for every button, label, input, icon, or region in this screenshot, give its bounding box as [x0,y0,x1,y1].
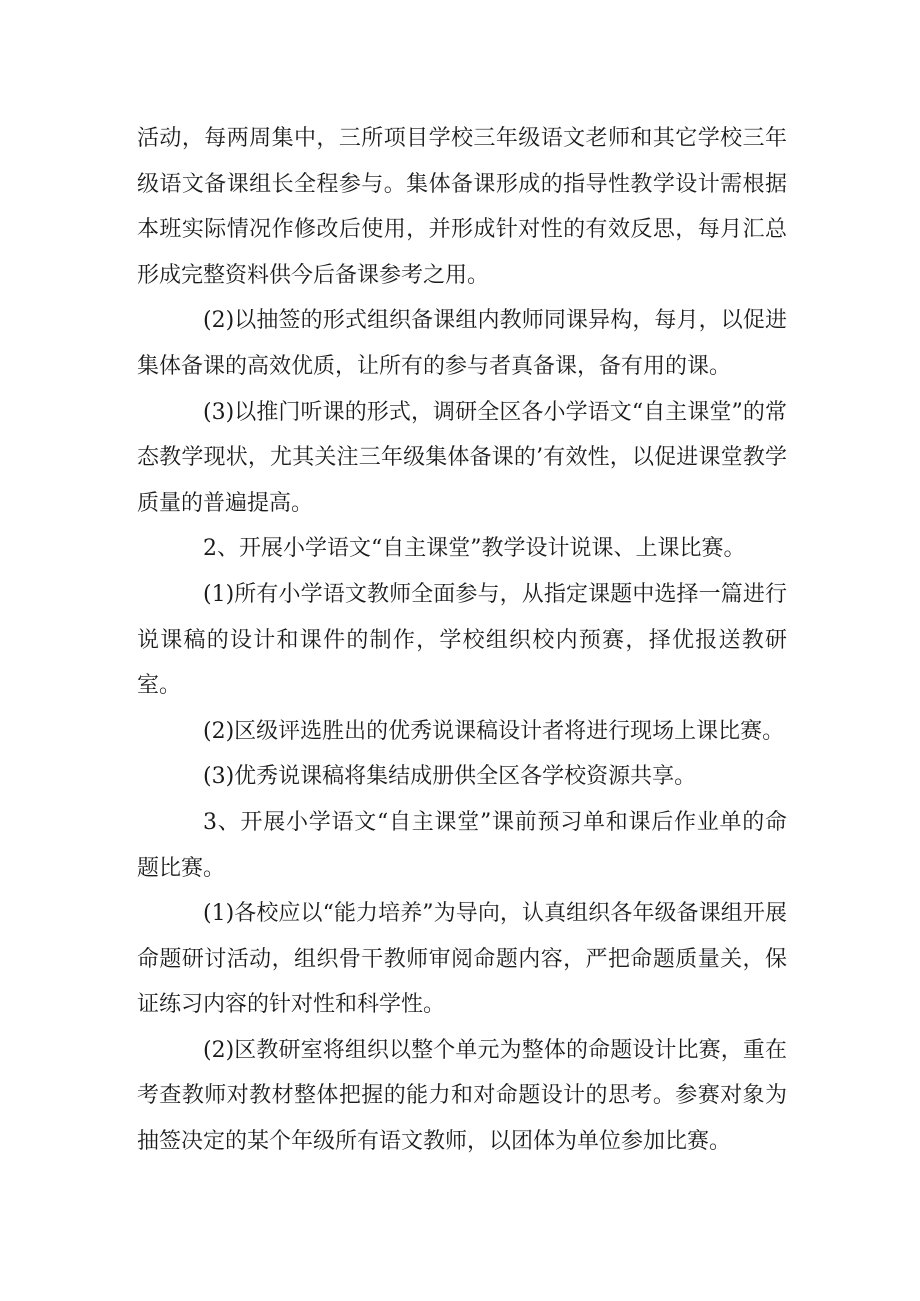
paragraph: (2)区教研室将组织以整个单元为整体的命题设计比赛，重在考查教师对教材整体把握的能力和对命题设计的思考。参赛对象为抽签决定的某个年级所有语文教师，以团体为单位参加比赛。 [137,1037,787,1155]
paragraph: 活动，每两周集中，三所项目学校三年级语文老师和其它学校三年级语文备课组长全程参与。集体备课形成的指导性教学设计需根据本班实际情况作修改后使用，并形成针对性的有效反思，每月汇总形成完整资料供今后备课参考之用。 [137,126,787,288]
section-heading: 2、开展小学语文“自主课堂”教学设计说课、上课比赛。 [203,536,746,562]
paragraph: (2)以抽签的形式组织备课组内教师同课异构，每月，以促进集体备课的高效优质，让所有的参与者真备课，备有用的课。 [137,308,787,379]
paragraph: (3)以推门听课的形式，调研全区各小学语文“自主课堂”的常态教学现状，尤其关注三年级集体备课的’有效性，以促进课堂教学质量的普遍提高。 [137,399,787,516]
paragraph: (3)优秀说课稿将集结成册供全区各学校资源共享。 [203,764,697,790]
section-heading: 3、开展小学语文“自主课堂”课前预习单和课后作业单的命题比赛。 [137,809,787,881]
paragraph: (1)各校应以“能力培养”为导向，认真组织各年级备课组开展命题研讨活动，组织骨干教师审阅命题内容，严把命题质量关，保证练习内容的针对性和科学性。 [137,901,787,1018]
paragraph: (1)所有小学语文教师全面参与，从指定课题中选择一篇进行说课稿的设计和课件的制作，学校组织校内预赛，择优报送教研室。 [137,581,787,699]
paragraph: (2)区级评选胜出的优秀说课稿设计者将进行现场上课比赛。 [203,718,785,744]
document-body [137,116,787,1165]
